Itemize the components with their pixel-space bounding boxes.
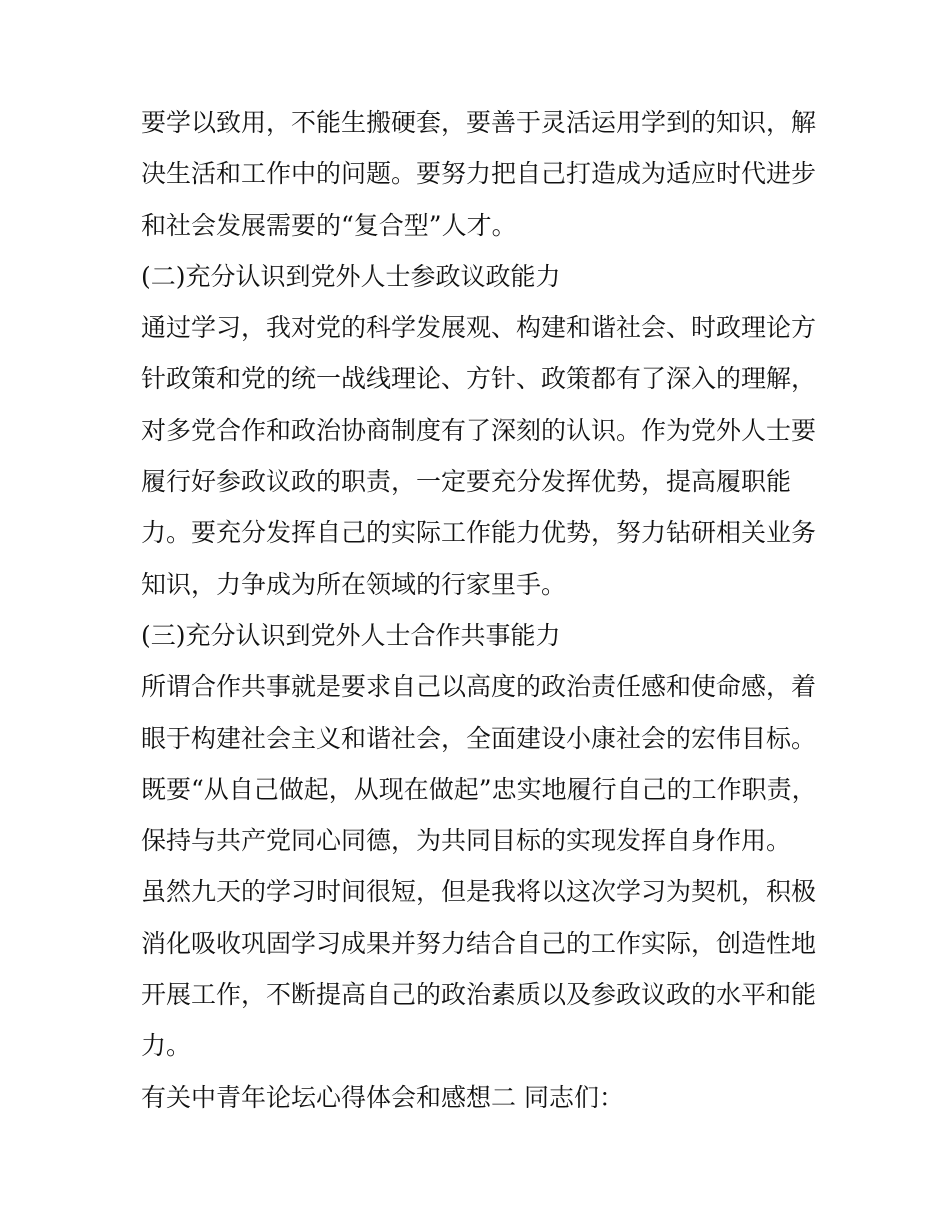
text-line: 知识，力争成为所在领域的行家里手。 [141, 569, 567, 599]
section-heading: (二)充分认识到党外人士参政议政能力 [141, 261, 561, 291]
text-line: 决生活和工作中的问题。要努力把自己打造成为适应时代进步 [141, 159, 817, 189]
text-line: 保持与共产党同心同德，为共同目标的实现发挥自身作用。 [141, 826, 792, 856]
text-line: 开展工作，不断提高自己的政治素质以及参政议政的水平和能 [141, 980, 817, 1010]
text-line: 眼于构建社会主义和谐社会，全面建设小康社会的宏伟目标。 [141, 723, 817, 753]
text-line: 既要“从自己做起，从现在做起”忠实地履行自己的工作职责， [141, 774, 817, 804]
text-line: 对多党合作和政治协商制度有了深刻的认识。作为党外人士要 [141, 415, 817, 445]
section-heading: (三)充分认识到党外人士合作共事能力 [141, 620, 561, 650]
text-line: 力。 [141, 1031, 192, 1061]
text-line: 消化吸收巩固学习成果并努力结合自己的工作实际，创造性地 [141, 928, 817, 958]
body-text [141, 110, 821, 1136]
text-line: 要学以致用，不能生搬硬套，要善于灵活运用学到的知识，解 [141, 108, 817, 137]
text-line: 针政策和党的统一战线理论、方针、政策都有了深入的理解， [141, 364, 817, 394]
text-line: 和社会发展需要的“复合型”人才。 [141, 210, 517, 240]
text-line: 通过学习，我对党的科学发展观、构建和谐社会、时政理论方 [141, 313, 817, 343]
text-line: 履行好参政议政的职责，一定要充分发挥优势，提高履职能 [141, 467, 792, 497]
text-line: 虽然九天的学习时间很短，但是我将以这次学习为契机，积极 [141, 877, 817, 907]
text-line: 力。要充分发挥自己的实际工作能力优势，努力钻研相关业务 [141, 518, 817, 548]
text-line: 所谓合作共事就是要求自己以高度的政治责任感和使命感，着 [141, 672, 817, 702]
closing-heading-line: 有关中青年论坛心得体会和感想二 同志们： [141, 1082, 624, 1112]
